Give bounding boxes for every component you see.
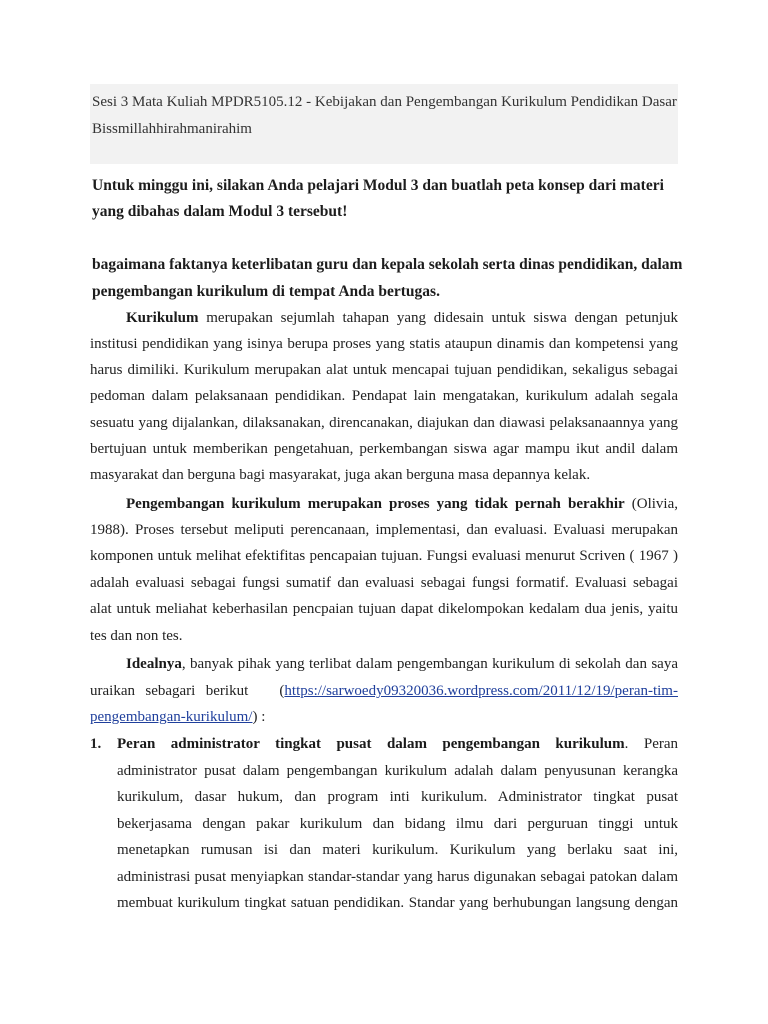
question-line-2: pengembangan kurikulum di tempat Anda bertugas. xyxy=(92,283,440,300)
instruction-line-2: yang dibahas dalam Modul 3 tersebut! xyxy=(92,203,348,220)
para3-line-2-text: uraikan sebagari berikut xyxy=(90,683,249,699)
para3-line-3 xyxy=(90,708,678,726)
para3-line-3-tail: ) : xyxy=(252,709,266,725)
para2-line-1-text: (Olivia, xyxy=(631,496,679,512)
para3-term: Idealnya xyxy=(126,656,182,672)
bismillah-line: Bissmillahhirahmanirahim xyxy=(92,121,252,137)
reference-link-part-2[interactable]: pengembangan-kurikulum/ xyxy=(90,709,253,725)
para3-line-2: uraikan sebagari berikut (https://sarwoedy09320036.wordpress.com/2011/12/19/peran-tim- xyxy=(90,683,678,699)
para1-line-6: bertujuan untuk memberikan pengetahuan, perkembangan siswa agar mampu ikut andil dalam xyxy=(90,441,678,457)
list-item-1-line-1-text: . Peran xyxy=(624,736,678,752)
list-item-1-line-6: administrasi pusat menyiapkan standar-standar yang harus digunakan sebagai patokan dalam xyxy=(117,869,678,885)
para2-line-4: adalah evaluasi sebagai fungsi sumatif dan evaluasi sebagai fungsi formatif. Evaluasi sebagai xyxy=(90,575,678,591)
list-item-1-title: Peran administrator tingkat pusat dalam pengembangan kurikulum xyxy=(117,736,625,752)
para1-line-1 xyxy=(126,309,678,327)
para2-line-1 xyxy=(126,495,678,513)
list-item-1-line-3: kurikulum, dasar hukum, dan program inti kurikulum. Administrator tingkat pusat xyxy=(117,789,678,805)
list-item-1-line-4: bekerjasama dengan pakar kurikulum dan bidang ilmu dari perguruan tinggi untuk xyxy=(117,816,678,832)
para2-line-2: 1988). Proses tersebut meliputi perencanaan, implementasi, dan evaluasi. Evaluasi merupakan xyxy=(90,522,678,538)
para1-line-1-text: merupakan sejumlah tahapan yang didesain untuk siswa dengan petunjuk xyxy=(206,310,678,326)
reference-link-part-1[interactable]: https://sarwoedy09320036.wordpress.com/2011/12/19/peran-tim- xyxy=(284,683,678,699)
para3-line-1 xyxy=(126,655,678,673)
para2-term: Pengembangan kurikulum merupakan proses yang tidak pernah berakhir xyxy=(126,496,625,512)
para1-line-4: pedoman dalam pelaksanaan pendidikan. Pendapat lain mengatakan, kurikulum adalah segala xyxy=(90,388,678,404)
para1-term: Kurikulum xyxy=(126,310,199,326)
list-item-1-number: 1. xyxy=(90,736,102,752)
list-item-1-line-5: menetapkan rumusan isi dan materi kurikulum. Kurikulum yang berlaku saat ini, xyxy=(117,842,678,858)
list-item-1-line-1 xyxy=(117,735,678,753)
question-line-1: bagaimana faktanya keterlibatan guru dan kepala sekolah serta dinas pendidikan, dalam xyxy=(92,256,683,273)
para2-line-5: alat untuk meliahat keberhasilan pencpaian tujuan dapat dikelompokan kedalam dua jenis, yaitu xyxy=(90,601,678,617)
session-title: Sesi 3 Mata Kuliah MPDR5105.12 - Kebijakan dan Pengembangan Kurikulum Pendidikan Dasar xyxy=(92,94,677,110)
para3-line-1-text: , banyak pihak yang terlibat dalam pengembangan kurikulum di sekolah dan saya xyxy=(181,656,678,672)
list-item-1-line-2: administrator pusat dalam pengembangan kurikulum adalah dalam penyusunan kerangka xyxy=(117,763,678,779)
para2-line-6: tes dan non tes. xyxy=(90,628,183,644)
instruction-line-1: Untuk minggu ini, silakan Anda pelajari Modul 3 dan buatlah peta konsep dari materi xyxy=(92,177,664,194)
list-item-1-line-7: membuat kurikulum tingkat satuan pendidikan. Standar yang berhubungan langsung dengan xyxy=(117,895,678,911)
para1-line-3: harus dimiliki. Kurikulum merupakan alat untuk mencapai tujuan pendidikan, sekaligus sebagai xyxy=(90,362,678,378)
para2-line-3: komponen untuk melihat efektifitas pencapaian tujuan. Fungsi evaluasi menurut Scriven ( 1967 ) xyxy=(90,548,678,564)
para1-line-2: institusi pendidikan yang isinya berupa proses yang statis ataupun dinamis dan kompetensi yang xyxy=(90,336,678,352)
para1-line-5: sesuatu yang dijalankan, dilaksanakan, direncanakan, diajukan dan diawasi pelaksanaannya yang xyxy=(90,415,678,431)
para1-line-7: masyarakat dan berguna bagi masyarakat, juga akan berguna masa depannya kelak. xyxy=(90,467,591,483)
